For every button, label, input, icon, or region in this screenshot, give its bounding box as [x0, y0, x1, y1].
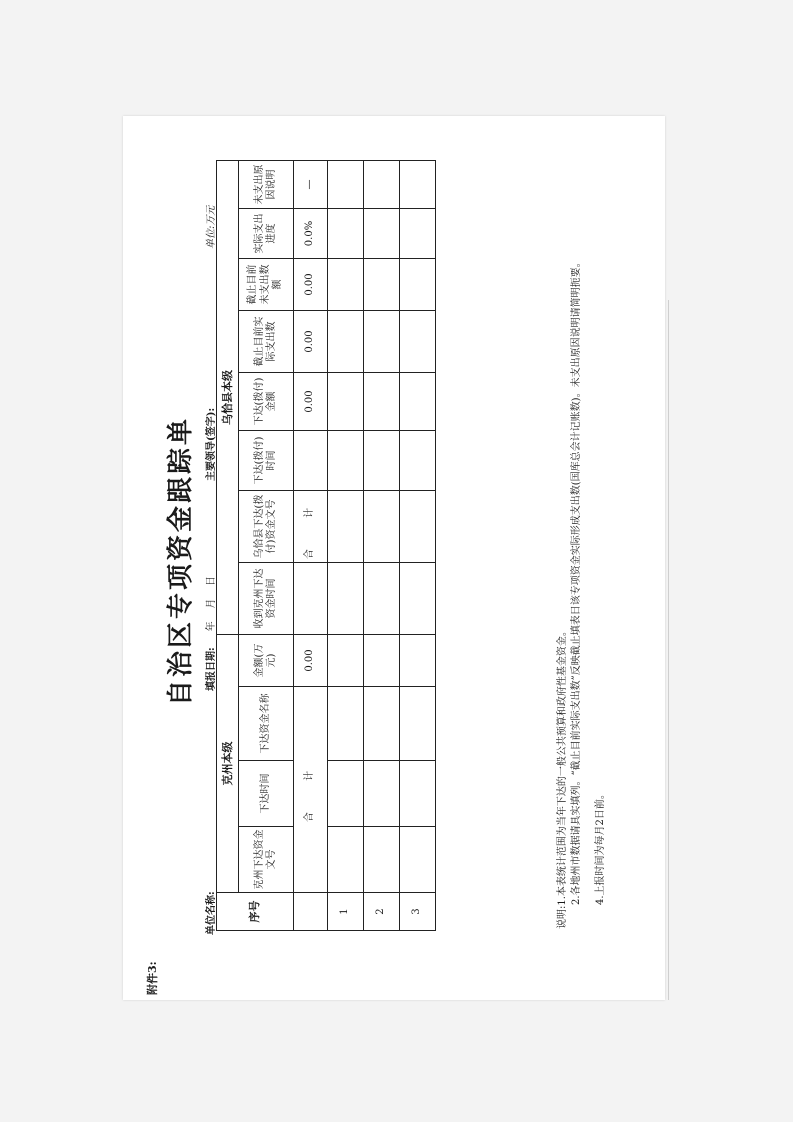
unit-name-label: 单位名称:: [206, 891, 217, 935]
column-header-row: [239, 161, 294, 931]
fill-date-year: 年: [206, 621, 217, 632]
fill-date-day: 日: [206, 575, 217, 586]
total-wq-amount: 0.00: [294, 373, 328, 431]
header-wq-doc: 乌恰县下达(拨付)资金文号: [239, 491, 294, 563]
row-index: 3: [400, 893, 436, 931]
note-2: 2.各地州市数据请具实填列。“截止目前实际支出数”反映截止填表日该专项资金实际形成支出数(国库总会计记账数)。未支出原因说明请简明扼要。: [571, 257, 582, 905]
header-wq-reason: 未支出原因说明: [239, 161, 294, 209]
header-wq-progress: 实际支出进度: [239, 209, 294, 259]
group-wuqia: 乌恰县本级: [217, 161, 239, 635]
total-wq-actual: 0.00: [294, 311, 328, 373]
header-index: 序号: [217, 893, 294, 931]
total-kz-amount: 0.00: [294, 635, 328, 687]
attachment-label: 附件3:: [146, 961, 159, 995]
form-title: 自治区专项资金跟踪单: [166, 416, 196, 707]
total-wq-reason: —: [294, 161, 328, 209]
notes: [556, 257, 608, 929]
note-4: 4.上报时间为每月2日前。: [595, 789, 606, 905]
total-wq-progress: 0.0%: [294, 209, 328, 259]
total-index-cell: [294, 893, 328, 931]
fill-date-label: 填报日期:: [206, 647, 217, 691]
header-kz-time: 下达时间: [239, 761, 294, 827]
total-label-right: 合 计: [294, 491, 328, 563]
header-kz-doc: 克州下达资金文号: [239, 827, 294, 893]
header-wq-actual: 截止目前实际支出数: [239, 311, 294, 373]
header-wq-time: 下达(拨付)时间: [239, 431, 294, 491]
leader-signature-label: 主要领导(签字):: [206, 407, 217, 481]
tracking-table: [216, 160, 436, 931]
header-wq-unspent: 截止目前未支出数额: [239, 259, 294, 311]
note-1: 说明:1.本表统计范围为当年下达的一般公共预算和政府性基金资金。: [557, 626, 568, 929]
unit-name-field: [202, 741, 217, 935]
fill-date-month: 月: [206, 598, 217, 609]
row-index: 1: [328, 893, 364, 931]
total-wq-unspent: 0.00: [294, 259, 328, 311]
header-kz-amount: 金额(万元): [239, 635, 294, 687]
table-row: [328, 161, 364, 931]
group-header-row: [217, 161, 239, 931]
group-kezhou: 克州本级: [217, 635, 239, 893]
total-label-left: 合 计: [294, 687, 328, 893]
total-row: [294, 161, 328, 931]
tracking-form: [136, 121, 656, 1001]
header-kz-name: 下达资金名称: [239, 687, 294, 761]
table-row: [400, 161, 436, 931]
header-wq-recv-time: 收到克州下达资金时间: [239, 563, 294, 635]
fill-date: [202, 576, 217, 691]
page-edge: [668, 300, 669, 1000]
row-index: 2: [364, 893, 400, 931]
unit-label: 单位:万元: [206, 205, 217, 249]
table-row: [364, 161, 400, 931]
total-wq-time-cell: [294, 431, 328, 491]
total-wq-recv-cell: [294, 563, 328, 635]
header-wq-amount: 下达(拨付)金额: [239, 373, 294, 431]
